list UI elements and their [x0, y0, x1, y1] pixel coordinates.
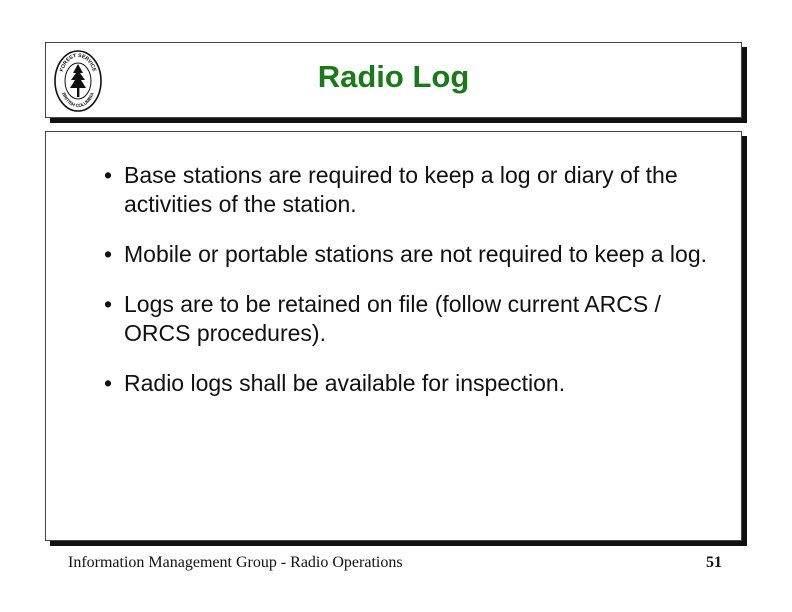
slide-header	[45, 42, 742, 118]
footer-organization: Information Management Group - Radio Operations	[68, 554, 403, 571]
bullet-text: Radio logs shall be available for inspection.	[124, 370, 566, 396]
bullet-item	[104, 369, 714, 398]
bullet-item	[104, 161, 714, 219]
bullet-text: Base stations are required to keep a log or diary of the activities of the station.	[124, 162, 678, 217]
slide-body	[45, 131, 742, 541]
bullet-item	[104, 240, 714, 269]
bullet-text: Logs are to be retained on file (follow current ARCS / ORCS procedures).	[124, 291, 661, 346]
bullet-glyph: •	[104, 162, 113, 188]
page-title: Radio Log	[317, 59, 470, 94]
bullet-glyph: •	[104, 291, 113, 317]
seal-text-top: FOREST SERVICE	[59, 52, 97, 73]
bullet-glyph: •	[104, 241, 113, 267]
page-number: 51	[706, 554, 722, 571]
bullet-glyph: •	[104, 370, 113, 396]
bullet-text: Mobile or portable stations are not required to keep a log.	[124, 241, 708, 267]
bullet-item	[104, 290, 714, 348]
seal-text-bottom: BRITISH COLUMBIA	[61, 91, 95, 109]
bullet-list	[104, 161, 714, 419]
